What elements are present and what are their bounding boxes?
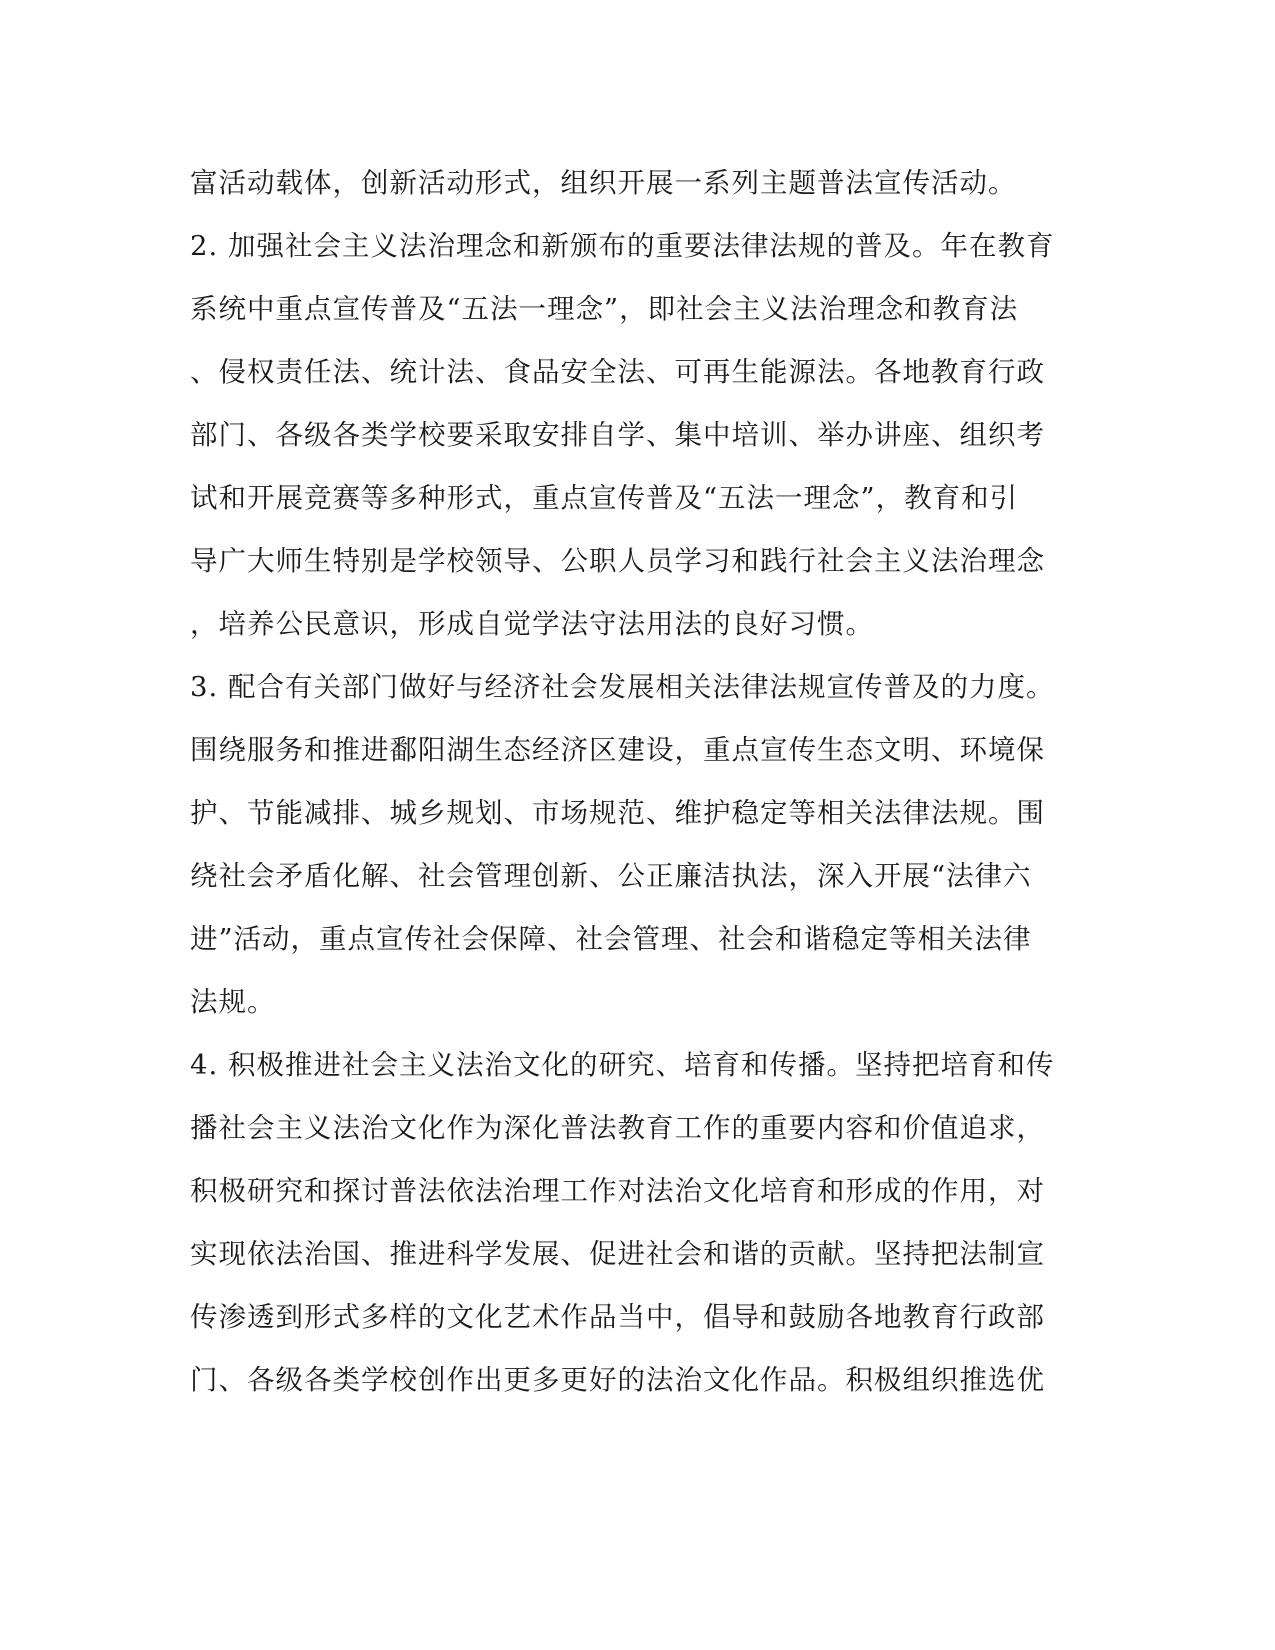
text-line: 绕社会矛盾化解、社会管理创新、公正廉洁执法，深入开展“法律六 xyxy=(190,860,1032,892)
text-line: 试和开展竞赛等多种形式，重点宣传普及“五法一理念”，教育和引 xyxy=(190,482,1019,514)
text-line: 积极研究和探讨普法依法治理工作对法治文化培育和形成的作用，对 xyxy=(190,1175,1045,1207)
text-line: 播社会主义法治文化作为深化普法教育工作的重要内容和价值追求， xyxy=(190,1112,1045,1144)
text-line: 部门、各级各类学校要采取安排自学、集中培训、举办讲座、组织考 xyxy=(190,419,1045,451)
document-body-text xyxy=(190,152,1070,1412)
text-line: 护、节能减排、城乡规划、市场规范、维护稳定等相关法律法规。围 xyxy=(190,797,1045,829)
text-line: 富活动载体，创新活动形式，组织开展一系列主题普法宣传活动。 xyxy=(190,167,1017,199)
text-line: ，培养公民意识，形成自觉学法守法用法的良好习惯。 xyxy=(190,608,874,640)
text-line: 3. 配合有关部门做好与经济社会发展相关法律法规宣传普及的力度。 xyxy=(190,671,1055,703)
text-line: 法规。 xyxy=(190,986,276,1018)
text-line: 进”活动，重点宣传社会保障、社会管理、社会和谐稳定等相关法律 xyxy=(190,923,1032,955)
text-line: 门、各级各类学校创作出更多更好的法治文化作品。积极组织推选优 xyxy=(190,1364,1045,1396)
text-line: 2. 加强社会主义法治理念和新颁布的重要法律法规的普及。年在教育 xyxy=(190,230,1055,262)
text-line: 、侵权责任法、统计法、食品安全法、可再生能源法。各地教育行政 xyxy=(190,356,1045,388)
text-line: 围绕服务和推进鄱阳湖生态经济区建设，重点宣传生态文明、环境保 xyxy=(190,734,1045,766)
text-line: 4. 积极推进社会主义法治文化的研究、培育和传播。坚持把培育和传 xyxy=(190,1049,1055,1081)
text-line: 实现依法治国、推进科学发展、促进社会和谐的贡献。坚持把法制宣 xyxy=(190,1238,1045,1270)
text-line: 系统中重点宣传普及“五法一理念”，即社会主义法治理念和教育法 xyxy=(190,293,1019,325)
text-line: 传渗透到形式多样的文化艺术作品当中，倡导和鼓励各地教育行政部 xyxy=(190,1301,1045,1333)
text-line: 导广大师生特别是学校领导、公职人员学习和践行社会主义法治理念 xyxy=(190,545,1045,577)
